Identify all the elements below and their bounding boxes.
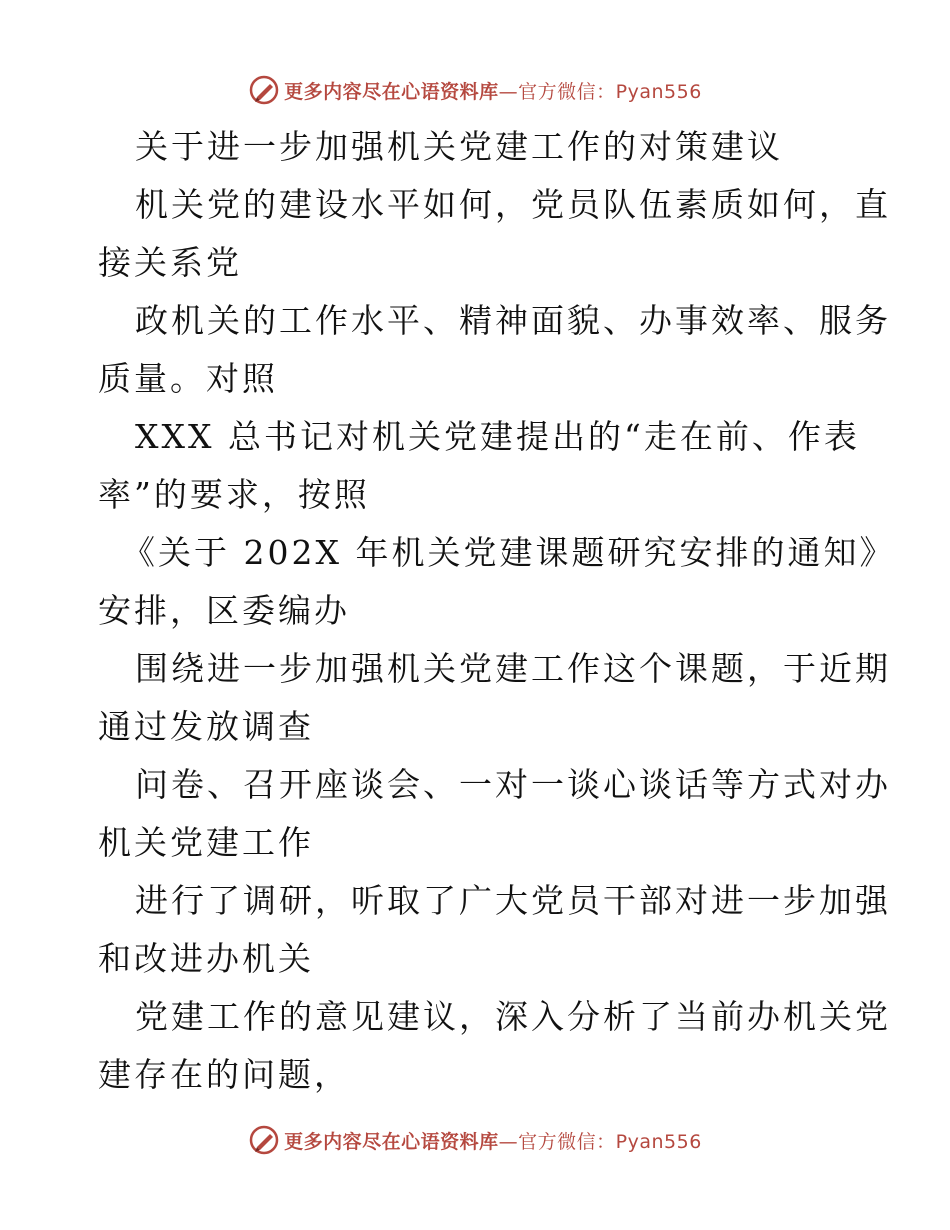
header-watermark: [0, 70, 950, 110]
paragraph-line: 安排，区委编办: [98, 591, 350, 630]
paragraph-line: 和改进办机关: [98, 939, 314, 978]
paragraph-line: 率”的要求，按照: [98, 475, 370, 514]
paragraph-line: 政机关的工作水平、精神面貌、办事效率、服务: [135, 301, 891, 340]
footer-watermark: [0, 1120, 950, 1160]
paragraph-line: 建存在的问题，: [98, 1055, 350, 1094]
paragraph-line: XXX 总书记对机关党建提出的“走在前、作表: [135, 417, 860, 456]
watermark-title: 更多内容尽在心语资料库: [284, 80, 499, 103]
document-title: 关于进一步加强机关党建工作的对策建议: [135, 127, 783, 166]
watermark-wechat: 官方微信：Pyan556: [518, 80, 702, 103]
paragraph-line: 通过发放调查: [98, 707, 314, 746]
paragraph-line: 进行了调研，听取了广大党员干部对进一步加强: [135, 881, 891, 920]
pen-logo-icon: [248, 74, 280, 106]
document-body: [98, 118, 896, 1104]
paragraph-line: 机关党的建设水平如何，党员队伍素质如何，直: [135, 185, 891, 224]
paragraph-line: 《关于 202X 年机关党建课题研究安排的通知》: [122, 533, 896, 572]
watermark-text: [284, 1127, 702, 1154]
paragraph-line: 机关党建工作: [98, 823, 314, 862]
paragraph-line: 接关系党: [98, 243, 242, 282]
paragraph-line: 质量。对照: [98, 359, 278, 398]
paragraph-line: 围绕进一步加强机关党建工作这个课题，于近期: [135, 649, 891, 688]
paragraph-line: 问卷、召开座谈会、一对一谈心谈话等方式对办: [135, 765, 891, 804]
watermark-wechat: 官方微信：Pyan556: [518, 1130, 702, 1153]
watermark-dash: —: [498, 1130, 519, 1153]
watermark-dash: —: [498, 80, 519, 103]
paragraph-line: 党建工作的意见建议，深入分析了当前办机关党: [135, 997, 891, 1036]
watermark-title: 更多内容尽在心语资料库: [284, 1130, 499, 1153]
pen-logo-icon: [248, 1124, 280, 1156]
watermark-text: [284, 77, 702, 104]
